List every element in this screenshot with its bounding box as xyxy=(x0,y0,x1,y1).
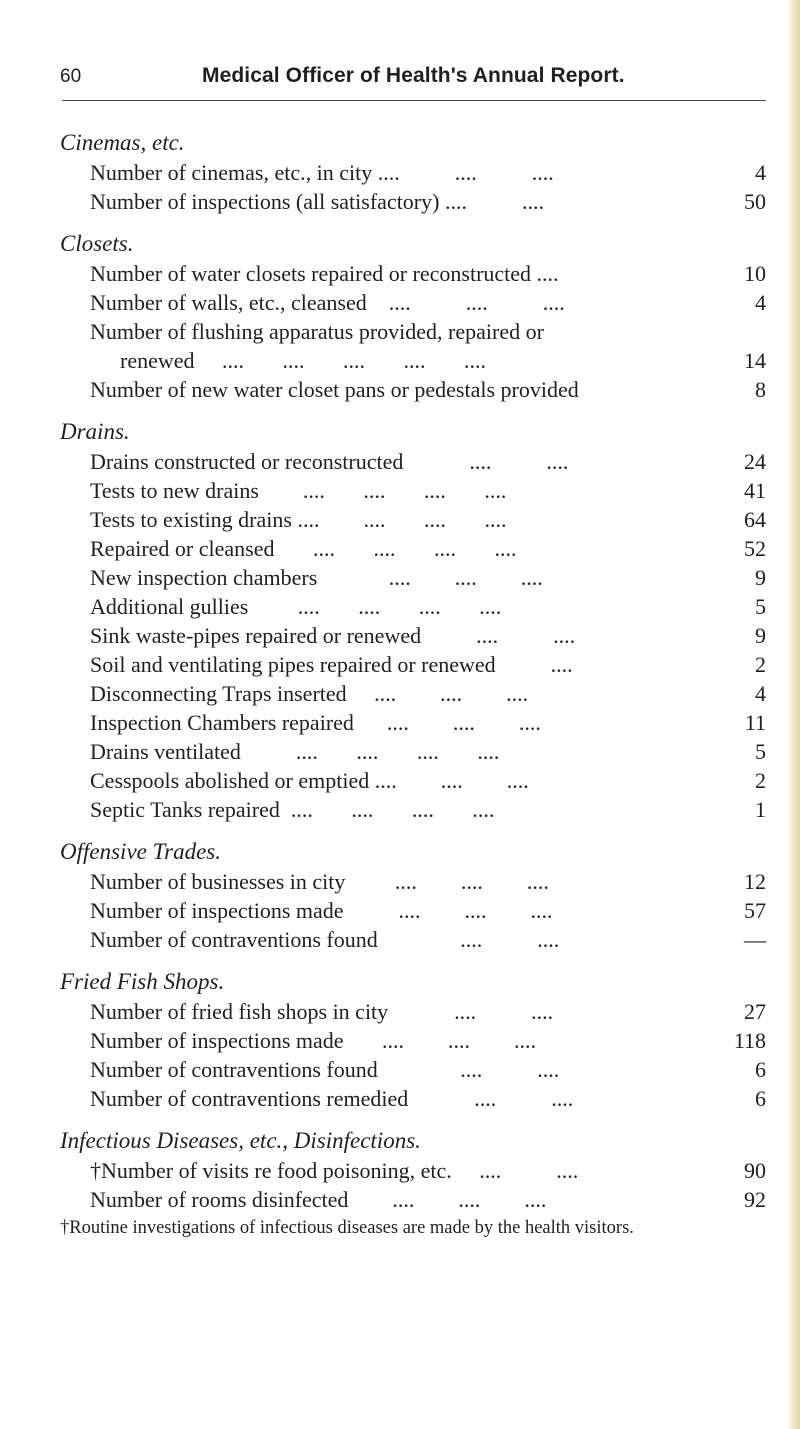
table-row xyxy=(60,621,766,650)
page-edge xyxy=(786,0,800,1429)
section-spacer xyxy=(60,404,766,417)
row-label: Number of flushing apparatus provided, repaired or xyxy=(90,319,544,344)
row-value: 57 xyxy=(744,898,766,923)
section-spacer xyxy=(60,1113,766,1126)
footnote: †Routine investigations of infectious diseases are made by the health visitors. xyxy=(60,1218,634,1238)
section-title: Closets. xyxy=(60,231,134,256)
row-label: Tests to new drains .... .... .... .... xyxy=(90,478,507,503)
row-value: 118 xyxy=(733,1028,766,1053)
table-row xyxy=(60,317,766,375)
table-row xyxy=(60,1185,766,1214)
table-row xyxy=(60,592,766,621)
section-title: Offensive Trades. xyxy=(60,839,221,864)
running-title: Medical Officer of Health's Annual Report. xyxy=(202,64,625,87)
table-row xyxy=(60,1084,766,1113)
section-title: Infectious Diseases, etc., Disinfections. xyxy=(60,1128,421,1153)
row-value: 41 xyxy=(744,478,766,503)
table-row xyxy=(60,896,766,925)
row-label: Sink waste-pipes repaired or renewed .... .... xyxy=(90,623,576,648)
table-row xyxy=(60,534,766,563)
section-spacer xyxy=(60,216,766,229)
table-row xyxy=(60,187,766,216)
row-label: Repaired or cleansed .... .... .... .... xyxy=(90,536,517,561)
row-label: Number of contraventions found .... .... xyxy=(90,1057,560,1082)
report-section xyxy=(60,417,766,824)
table-row xyxy=(60,375,766,404)
page-header xyxy=(60,66,766,96)
row-value: 4 xyxy=(755,160,766,185)
row-label: Tests to existing drains .... .... .... .... xyxy=(90,507,507,532)
report-section xyxy=(60,837,766,954)
section-title: Drains. xyxy=(60,419,130,444)
row-value: 27 xyxy=(744,999,766,1024)
table-row xyxy=(60,158,766,187)
row-label: Septic Tanks repaired .... .... .... .... xyxy=(90,797,495,822)
row-value: 50 xyxy=(744,189,766,214)
row-value: 14 xyxy=(744,348,766,373)
table-row xyxy=(60,766,766,795)
section-title: Fried Fish Shops. xyxy=(60,969,225,994)
row-label-continued: renewed .... .... .... .... .... xyxy=(120,348,487,373)
row-label: Drains ventilated .... .... .... .... xyxy=(90,739,500,764)
row-label: Number of inspections (all satisfactory) .... .... xyxy=(90,189,544,214)
table-row xyxy=(60,447,766,476)
row-label: Number of rooms disinfected .... .... .... xyxy=(90,1187,547,1212)
table-row xyxy=(60,679,766,708)
table-row xyxy=(60,476,766,505)
row-value: 2 xyxy=(755,652,766,677)
row-value: 11 xyxy=(744,710,766,735)
row-label: Drains constructed or reconstructed .... .... xyxy=(90,449,569,474)
table-row xyxy=(60,925,766,954)
report-section xyxy=(60,1126,766,1214)
row-value: 10 xyxy=(744,261,766,286)
table-row xyxy=(60,259,766,288)
table-row xyxy=(60,505,766,534)
section-spacer xyxy=(60,954,766,967)
row-label: Number of water closets repaired or reconstructed .... xyxy=(90,261,559,286)
row-label: Inspection Chambers repaired .... .... .... xyxy=(90,710,541,735)
row-label: Additional gullies .... .... .... .... xyxy=(90,594,502,619)
row-label: New inspection chambers .... .... .... xyxy=(90,565,543,590)
row-value: 9 xyxy=(755,565,766,590)
row-label: Number of contraventions found .... .... xyxy=(90,927,560,952)
table-row xyxy=(60,1055,766,1084)
row-value: 52 xyxy=(744,536,766,561)
report-section xyxy=(60,128,766,216)
table-row xyxy=(60,867,766,896)
row-label: Number of cinemas, etc., in city .... .... .... xyxy=(90,160,554,185)
report-section xyxy=(60,229,766,404)
row-label: Number of businesses in city .... .... .... xyxy=(90,869,549,894)
row-label: Number of contraventions remedied .... .... xyxy=(90,1086,574,1111)
table-row xyxy=(60,1156,766,1185)
row-label: Cesspools abolished or emptied .... .... .... xyxy=(90,768,529,793)
table-row xyxy=(60,795,766,824)
row-value: 5 xyxy=(755,739,766,764)
row-value: — xyxy=(744,927,766,952)
row-value: 8 xyxy=(755,377,766,402)
row-value: 64 xyxy=(744,507,766,532)
row-value: 2 xyxy=(755,768,766,793)
row-value: 4 xyxy=(755,290,766,315)
header-rule xyxy=(62,100,766,101)
row-value: 90 xyxy=(744,1158,766,1183)
table-row xyxy=(60,737,766,766)
row-value: 12 xyxy=(744,869,766,894)
row-value: 24 xyxy=(744,449,766,474)
row-value: 9 xyxy=(755,623,766,648)
page-number: 60 xyxy=(60,66,82,87)
row-value: 1 xyxy=(755,797,766,822)
table-row xyxy=(60,708,766,737)
row-label: Number of new water closet pans or pedestals provided xyxy=(90,377,579,402)
report-body xyxy=(60,128,766,1239)
row-value: 5 xyxy=(755,594,766,619)
table-row xyxy=(60,650,766,679)
row-value: 92 xyxy=(744,1187,766,1212)
row-label: Number of fried fish shops in city .... .... xyxy=(90,999,554,1024)
table-row xyxy=(60,997,766,1026)
row-label: †Number of visits re food poisoning, etc. .... .... xyxy=(90,1158,579,1183)
row-value: 6 xyxy=(755,1057,766,1082)
section-title: Cinemas, etc. xyxy=(60,130,185,155)
section-spacer xyxy=(60,824,766,837)
row-label: Number of inspections made .... .... .... xyxy=(90,1028,537,1053)
row-value: 4 xyxy=(755,681,766,706)
row-label: Number of walls, etc., cleansed .... .... .... xyxy=(90,290,565,315)
row-value: 6 xyxy=(755,1086,766,1111)
table-row xyxy=(60,563,766,592)
report-section xyxy=(60,967,766,1113)
table-row xyxy=(60,288,766,317)
row-label: Soil and ventilating pipes repaired or renewed .... xyxy=(90,652,573,677)
row-label: Disconnecting Traps inserted .... .... .... xyxy=(90,681,529,706)
table-row xyxy=(60,1026,766,1055)
row-label: Number of inspections made .... .... .... xyxy=(90,898,553,923)
